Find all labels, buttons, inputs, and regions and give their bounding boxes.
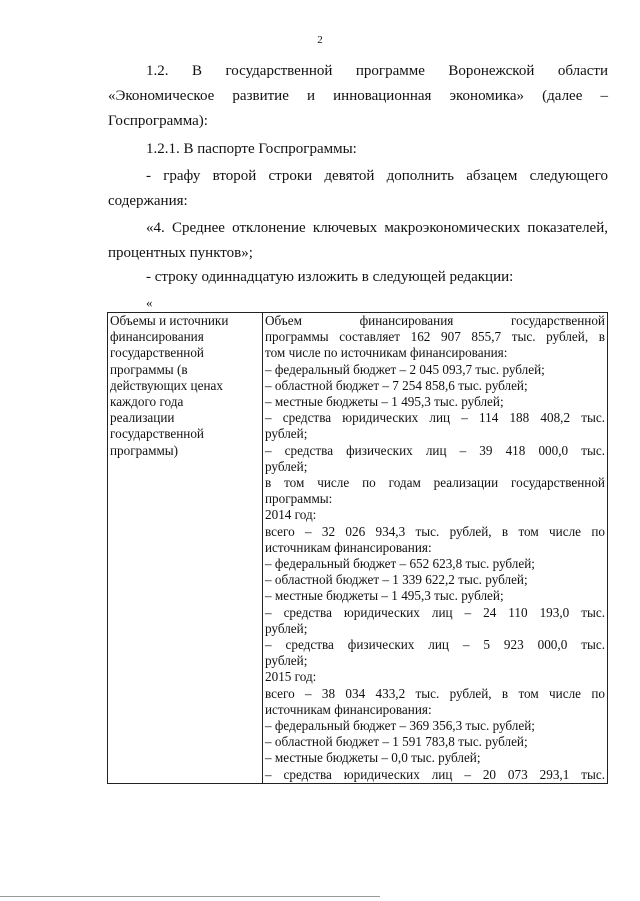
content-line: – средства юридических лиц – 24 110 193,0 тыс. (265, 604, 605, 620)
label-line: каждого года (110, 394, 184, 410)
content-line: 2015 год: (265, 669, 317, 685)
paragraph-4-line-1: «4. Среднее отклонение ключевых макроэкономических показателей, (146, 220, 608, 236)
content-line: рублей; (265, 458, 308, 474)
content-line: – федеральный бюджет – 2 045 093,7 тыс. рублей; (265, 361, 545, 377)
paragraph-3-line-1: - графу второй строки девятой дополнить абзацем следующего (146, 168, 608, 184)
content-line: – областной бюджет – 1 339 622,2 тыс. рублей; (265, 572, 528, 588)
content-line: – средства юридических лиц – 20 073 293,1 тыс. (265, 766, 605, 782)
paragraph-1-line-2: «Экономическое развитие и инновационная экономика» (далее – (108, 88, 608, 104)
passport-table (107, 312, 608, 784)
content-line: – средства физических лиц – 39 418 000,0 тыс. (265, 442, 605, 458)
content-line: рублей; (265, 620, 308, 636)
content-line: – средства физических лиц – 5 923 000,0 тыс. (265, 637, 605, 653)
paragraph-3-line-2: содержания: (108, 193, 188, 209)
content-line: – областной бюджет – 7 254 858,6 тыс. рублей; (265, 377, 528, 393)
paragraph-2: 1.2.1. В паспорте Госпрограммы: (146, 141, 357, 157)
content-line: всего – 38 034 433,2 тыс. рублей, в том числе по (265, 685, 605, 701)
label-line: действующих ценах (110, 377, 223, 393)
content-line: рублей; (265, 653, 308, 669)
content-line: всего – 32 026 934,3 тыс. рублей, в том числе по (265, 523, 605, 539)
content-line: – средства юридических лиц – 114 188 408,2 тыс. (265, 410, 605, 426)
label-line: государственной (110, 426, 204, 442)
content-line: в том числе по годам реализации государственной (265, 475, 605, 491)
page-number: 2 (317, 34, 323, 46)
content-line: программы: (265, 491, 333, 507)
label-line: Объемы и источники (110, 313, 229, 328)
footer-rule (0, 896, 380, 897)
label-line: программы (в (110, 361, 188, 377)
content-line: – местные бюджеты – 1 495,3 тыс. рублей; (265, 588, 504, 604)
paragraph-5: - строку одиннадцатую изложить в следующей редакции: (146, 269, 514, 285)
paragraph-1-line-1: 1.2. В государственной программе Воронежской области (146, 63, 608, 79)
content-line: Объем финансирования государственной (265, 313, 605, 328)
label-cell (108, 313, 263, 784)
quote-open: « (146, 295, 153, 310)
content-line: программы составляет 162 907 855,7 тыс. рублей, в (265, 329, 605, 345)
label-line: программы) (110, 442, 179, 458)
content-line: рублей; (265, 426, 308, 442)
label-line: государственной (110, 345, 204, 361)
content-line: том числе по источникам финансирования: (265, 345, 508, 361)
label-line: финансирования (110, 329, 204, 345)
paragraph-4-line-2: процентных пунктов»; (108, 245, 253, 261)
content-line: 2014 год: (265, 507, 317, 523)
content-line: – местные бюджеты – 1 495,3 тыс. рублей; (265, 394, 504, 410)
content-line: – областной бюджет – 1 591 783,8 тыс. рублей; (265, 734, 528, 750)
paragraph-1-line-3: Госпрограмма): (108, 113, 208, 129)
table-row (108, 313, 608, 784)
content-line: – федеральный бюджет – 652 623,8 тыс. рублей; (265, 556, 535, 572)
content-cell (263, 313, 608, 784)
content-line: источникам финансирования: (265, 539, 432, 555)
content-line: – местные бюджеты – 0,0 тыс. рублей; (265, 750, 481, 766)
content-line: – федеральный бюджет – 369 356,3 тыс. рублей; (265, 718, 535, 734)
content-line: источникам финансирования: (265, 701, 432, 717)
label-line: реализации (110, 410, 175, 426)
